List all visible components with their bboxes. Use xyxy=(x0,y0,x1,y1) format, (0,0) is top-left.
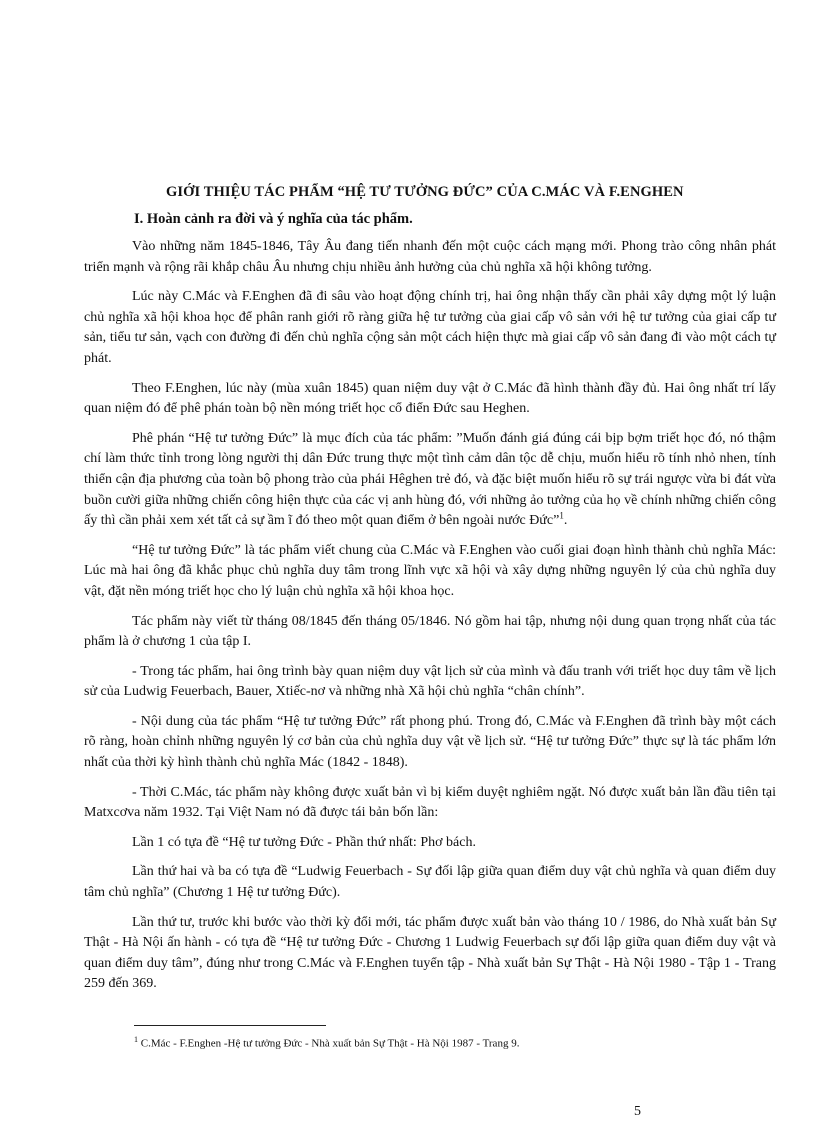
paragraph: Vào những năm 1845-1846, Tây Âu đang tiến nhanh đến một cuộc cách mạng mới. Phong trào công nhân phát triển mạnh và rộng rãi khắp châu Âu nhưng chịu nhiều ảnh hưởng của chủ nghĩa xã hội không tưởng. xyxy=(84,239,776,275)
footnote-text: C.Mác - F.Enghen -Hệ tư tưởng Đức - Nhà xuất bản Sự Thật - Hà Nội 1987 - Trang 9. xyxy=(140,1037,520,1050)
document-title: GIỚI THIỆU TÁC PHẨM “HỆ TƯ TƯỞNG ĐỨC” CỦA C.MÁC VÀ F.ENGHEN xyxy=(166,184,684,200)
page-number: 5 xyxy=(634,1104,641,1119)
paragraph: - Nội dung của tác phẩm “Hệ tư tưởng Đức” rất phong phú. Trong đó, C.Mác và F.Enghen đã trình bày một cách rõ ràng, hoàn chỉnh những nguyên lý cơ bản của chủ nghĩa duy vật về lịch sử. “Hệ tư tưởng Đức” thực sự là tác phẩm lớn nhất của thời kỳ hình thành chủ nghĩa Mác (1842 - 1848). xyxy=(84,713,776,771)
paragraph: Lần 1 có tựa đề “Hệ tư tưởng Đức - Phần thứ nhất: Phơ bách. xyxy=(132,834,476,850)
footnote-reference: 1 xyxy=(559,510,564,521)
footnote xyxy=(134,1035,519,1050)
paragraph: Lần thứ hai và ba có tựa đề “Ludwig Feuerbach - Sự đối lập giữa quan điểm duy vật chủ nghĩa và quan điểm duy tâm chủ nghĩa” (Chương 1 Hệ tư tưởng Đức). xyxy=(84,864,776,901)
paragraph: Tác phẩm này viết từ tháng 08/1845 đến tháng 05/1846. Nó gồm hai tập, nhưng nội dung quan trọng nhất của tác phẩm là ở chương 1 của tập I. xyxy=(84,613,776,650)
document-body xyxy=(84,184,776,995)
paragraph: Lúc này C.Mác và F.Enghen đã đi sâu vào hoạt động chính trị, hai ông nhận thấy cần phải xây dựng một lý luận chủ nghĩa xã hội khoa học để phân ranh giới rõ ràng giữa hệ tư tưởng của giai cấp vô sản với hệ tư tưởng của giai cấp tư sản, tiểu tư sản, vạch con đường đi đến chủ nghĩa cộng sản một cách hiện thực mà giai cấp vô sản đang đi vào một cách tự phát. xyxy=(84,289,776,366)
paragraph: - Trong tác phẩm, hai ông trình bày quan niệm duy vật lịch sử của mình và đấu tranh với triết học duy tâm về lịch sử của Ludwig Feuerbach, Bauer, Xtiếc-nơ và những nhà Xã hội chủ nghĩa “chân chính”. xyxy=(84,663,776,700)
paragraph: - Thời C.Mác, tác phẩm này không được xuất bản vì bị kiểm duyệt nghiêm ngặt. Nó được xuất bản lần đầu tiên tại Matxcơva năm 1932. Tại Việt Nam nó đã được tái bản bốn lần: xyxy=(84,784,776,821)
paragraph-text: Phê phán “Hệ tư tưởng Đức” là mục đích của tác phẩm: ”Muốn đánh giá đúng cái bịp bợm triết học đó, nó thậm chí làm thức tỉnh trong lòng người thị dân Đức trung thực một tình cảm dân tộc dễ chịu, muốn hiểu rõ tính nhỏ nhen, tính thiển cận địa phương của toàn bộ phong trào của phái Hêghen trẻ đó, và đặc biệt muốn hiểu rõ sự trái ngược vừa bi đát vừa buồn cười giữa những chiến công hiện thực của các vị anh hùng đó, với những ảo tưởng của họ về chính những chiến công ấy thì cần phải xem xét tất cả sự ầm ĩ đó theo một quan điểm ở bên ngoài nước Đức” xyxy=(84,430,776,529)
paragraph: Lần thứ tư, trước khi bước vào thời kỳ đổi mới, tác phẩm được xuất bản vào tháng 10 / 1986, do Nhà xuất bản Sự Thật - Hà Nội ấn hành - có tựa đề “Hệ tư tưởng Đức - Chương 1 Ludwig Feuerbach sự đối lập giữa quan điểm duy vật và quan điểm duy tâm”, đúng như trong C.Mác và F.Enghen tuyển tập - Nhà xuất bản Sự Thật - Hà Nội 1980 - Tập 1 - Trang 259 đến 369. xyxy=(84,914,776,992)
section-heading: I. Hoàn cảnh ra đời và ý nghĩa của tác phẩm. xyxy=(134,211,413,227)
paragraph: Theo F.Enghen, lúc này (mùa xuân 1845) quan niệm duy vật ở C.Mác đã hình thành đầy đủ. Hai ông nhất trí lấy quan niệm đó để phê phán toàn bộ nền móng triết học cổ điển Đức sau Heghen. xyxy=(84,380,776,417)
footnote-number: 1 xyxy=(134,1035,138,1044)
footnote-separator xyxy=(134,1025,326,1026)
paragraph: “Hệ tư tưởng Đức” là tác phẩm viết chung của C.Mác và F.Enghen vào cuối giai đoạn hình thành chủ nghĩa Mác: Lúc mà hai ông đã khắc phục chủ nghĩa duy tâm trong lĩnh vực xã hội và xây dựng những nguyên lý của chủ nghĩa duy vật, đặt nền móng triết học cho lý luận chủ nghĩa xã hội khoa học. xyxy=(84,542,776,599)
paragraph-with-footnote: Phê phán “Hệ tư tưởng Đức” là mục đích của tác phẩm: ”Muốn đánh giá đúng cái bịp bợm triết học đó, nó thậm chí làm thức tỉnh trong lòng người thị dân Đức trung thực một tình cảm dân tộc dễ chịu, muốn hiểu rõ tính nhỏ nhen, tính thiển cận địa phương của toàn bộ phong trào của phái Hêghen trẻ đó, và đặc biệt muốn hiểu rõ sự trái ngược vừa bi đát vừa buồn cười giữa những chiến công hiện thực của các vị anh hùng đó, với những ảo tưởng của họ về chính những chiến công ấy thì cần phải xem xét tất cả sự ầm ĩ đó theo một quan điểm ở bên ngoài nước Đức”$^1$. xyxy=(84,430,776,529)
